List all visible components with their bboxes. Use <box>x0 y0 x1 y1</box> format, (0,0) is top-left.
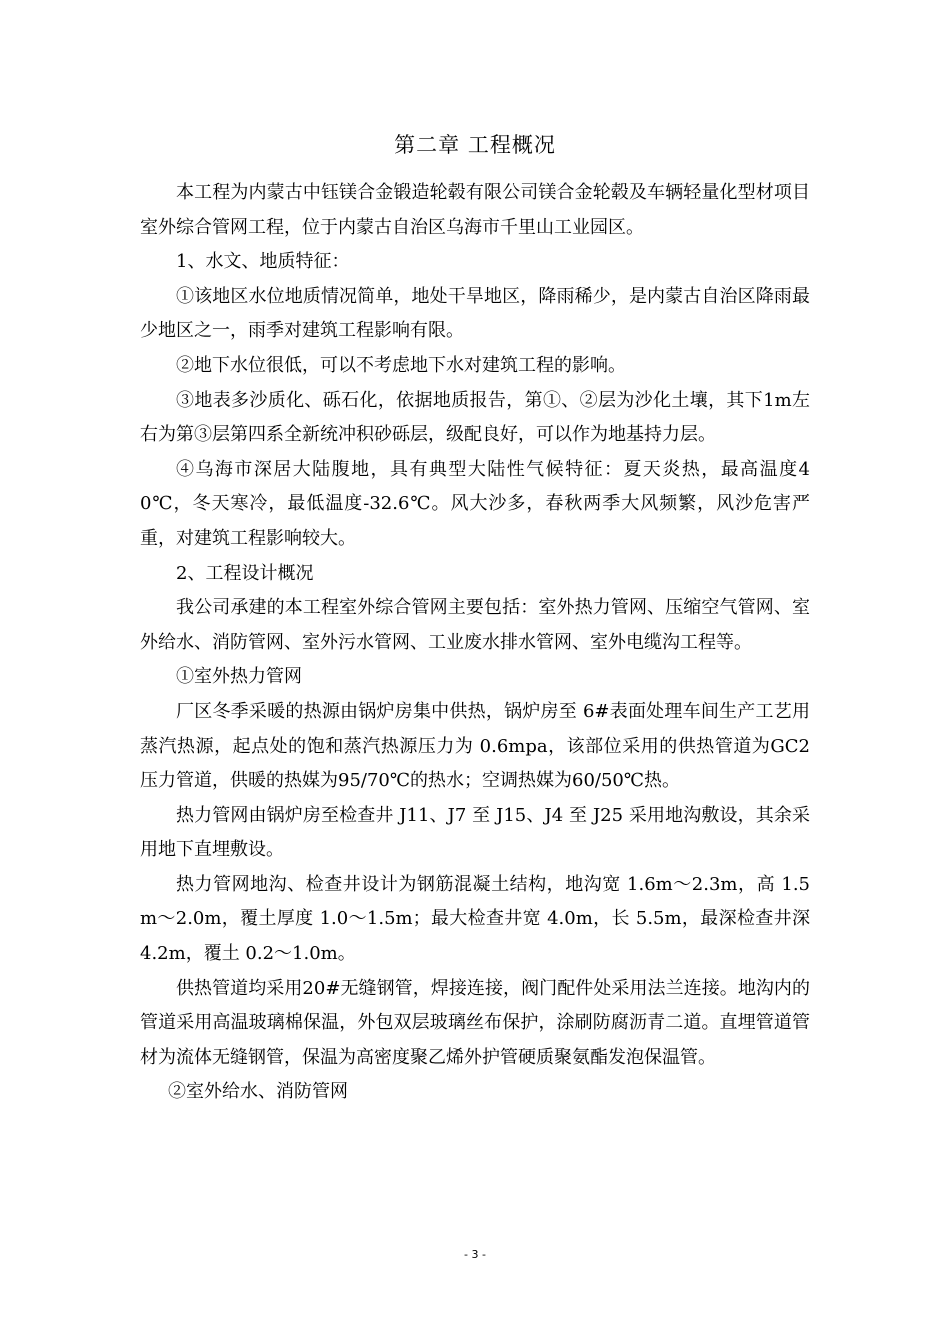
paragraph-hydro-item-4: ④乌海市深居大陆腹地，具有典型大陆性气候特征：夏天炎热，最高温度40℃，冬天寒冷，最低温度-32.6℃。风大沙多，春秋两季大风频繁，风沙危害严重，对建筑工程影响较大。 <box>140 458 810 549</box>
paragraph-heating-1: 厂区冬季采暖的热源由锅炉房集中供热，锅炉房至 6#表面处理车间生产工艺用蒸汽热源，起点处的饱和蒸汽热源压力为 0.6mpa，该部位采用的供热管道为GC2 压力管道，供暖的热媒为95/70℃的热水；空调热媒为60/50℃热。 <box>140 700 810 792</box>
paragraph-design-intro: 我公司承建的本工程室外综合管网主要包括：室外热力管网、压缩空气管网、室外给水、消防管网、室外污水管网、工业废水排水管网、室外电缆沟工程等。 <box>140 597 810 653</box>
section-heading-design: 2、工程设计概况 <box>176 562 314 584</box>
paragraph-heating-4: 供热管道均采用20#无缝钢管，焊接连接，阀门配件处采用法兰连接。地沟内的管道采用高温玻璃棉保温，外包双层玻璃丝布保护，涂刷防腐沥青二道。直埋管道管材为流体无缝钢管，保温为高密度聚乙烯外护管硬质聚氨酯发泡保温管。 <box>140 977 810 1068</box>
paragraph-heating-3: 热力管网地沟、检查井设计为钢筋混凝土结构，地沟宽 1.6m～2.3m，高 1.5m～2.0m，覆土厚度 1.0～1.5m；最大检查井宽 4.0m，长 5.5m，最深检查井深 4.2m，覆土 0.2～1.0m。 <box>140 873 810 965</box>
subheading-heating-network: ①室外热力管网 <box>176 666 302 688</box>
paragraph-hydro-item-3: ③地表多沙质化、砾石化，依据地质报告，第①、②层为沙化土壤，其下1m左右为第③层第四系全新统冲积砂砾层，级配良好，可以作为地基持力层。 <box>140 389 810 446</box>
page-number: - 3 - <box>464 1248 486 1261</box>
section-heading-hydrogeology: 1、水文、地质特征： <box>176 251 350 273</box>
paragraph-heating-2: 热力管网由锅炉房至检查井 J11、J7 至 J15、J4 至 J25 采用地沟敷设，其余采用地下直埋敷设。 <box>140 804 810 861</box>
paragraph-hydro-item-2: ②地下水位很低，可以不考虑地下水对建筑工程的影响。 <box>176 354 626 376</box>
paragraph-intro: 本工程为内蒙古中钰镁合金锻造轮毂有限公司镁合金轮毂及车辆轻量化型材项目室外综合管网工程，位于内蒙古自治区乌海市千里山工业园区。 <box>140 182 810 238</box>
subheading-water-fire-network: ②室外给水、消防管网 <box>168 1081 348 1103</box>
paragraph-hydro-item-1: ①该地区水位地质情况简单，地处干旱地区，降雨稀少，是内蒙古自治区降雨最少地区之一，雨季对建筑工程影响有限。 <box>140 285 810 342</box>
body-text <box>140 176 810 1110</box>
chapter-title: 第二章 工程概况 <box>394 133 556 157</box>
